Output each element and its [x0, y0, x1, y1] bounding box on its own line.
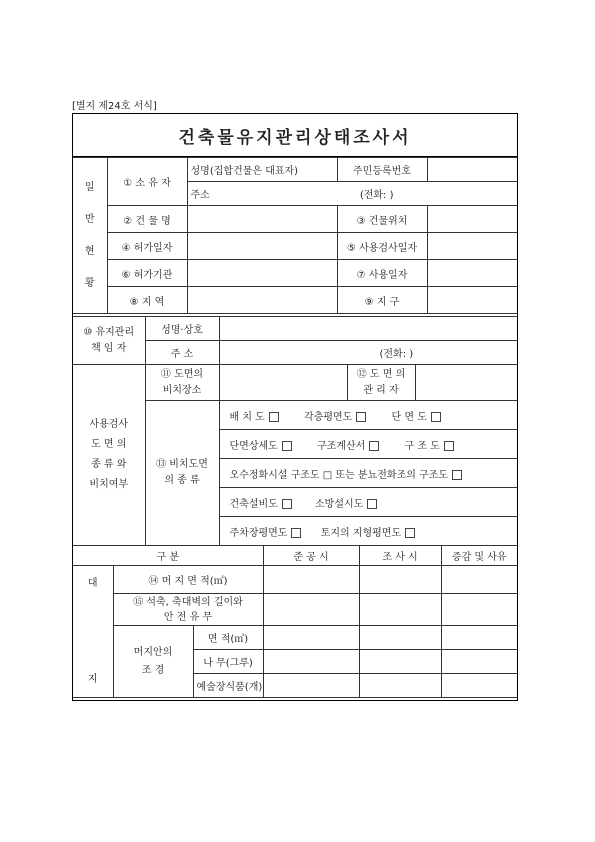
manager-table: [73, 316, 517, 365]
landscape-area-reason[interactable]: [441, 626, 517, 650]
drawing-row-4: [219, 488, 517, 517]
use-date-field[interactable]: [427, 260, 517, 287]
sewage-structure-item[interactable]: 오수정화시설 구조도 □ 또는 분뇨전화조의 구조도: [230, 470, 463, 481]
drawing-keeper-label: ⑫ 도 면 의 관 리 자: [347, 365, 415, 401]
checkbox[interactable]: [291, 528, 301, 538]
district-label: ⑨ 지 구: [337, 287, 427, 314]
floor-plans-item[interactable]: 각층평면도: [304, 412, 366, 423]
retaining-wall-completion[interactable]: [263, 594, 359, 626]
checkbox[interactable]: [356, 412, 366, 422]
manager-name-label: 성명·상호: [145, 317, 219, 341]
permit-agency-field[interactable]: [187, 260, 337, 287]
survey-form: [72, 113, 518, 701]
owner-address-field[interactable]: [187, 182, 517, 206]
use-date-label: ⑦ 사용일자: [337, 260, 427, 287]
col-survey: 조 사 시: [359, 546, 441, 566]
checkbox[interactable]: [444, 441, 454, 451]
building-location-field[interactable]: [427, 206, 517, 233]
owner-name-label: 성명(집합건물은 대표자): [187, 158, 337, 182]
drawings-table: [73, 364, 517, 546]
checkbox[interactable]: [452, 470, 462, 480]
retaining-wall-survey[interactable]: [359, 594, 441, 626]
site-section-label: 대 지: [73, 566, 113, 698]
parking-plan-item[interactable]: 주차장평면도: [230, 528, 302, 539]
section-detail-item[interactable]: 단면상세도: [230, 441, 292, 452]
col-division: 구 분: [73, 546, 263, 566]
checkbox[interactable]: [282, 499, 292, 509]
building-name-label: ② 건 물 명: [107, 206, 187, 233]
landscape-area-completion[interactable]: [263, 626, 359, 650]
trees-completion[interactable]: [263, 650, 359, 674]
permit-date-label: ④ 허가일자: [107, 233, 187, 260]
drawing-row-5: [219, 517, 517, 546]
site-plan-item[interactable]: 배 치 도: [230, 412, 279, 423]
building-name-field[interactable]: [187, 206, 337, 233]
approval-date-field[interactable]: [427, 233, 517, 260]
permit-agency-label: ⑥ 허가기관: [107, 260, 187, 287]
checkbox[interactable]: [369, 441, 379, 451]
general-section-label: 일 반 현 황: [73, 158, 107, 314]
checkbox[interactable]: [431, 412, 441, 422]
zone-field[interactable]: [187, 287, 337, 314]
site-area-label: ⑭ 머 지 면 적(㎡): [113, 566, 263, 594]
form-reference: [별지 제24호 서식]: [72, 101, 157, 112]
retaining-wall-label: ⑮ 석축, 축대벽의 길이와 안 전 유 무: [113, 594, 263, 626]
owner-phone-label: (전화: ): [359, 190, 394, 201]
drawing-types-label: ⑬ 비치도면 의 종 류: [145, 401, 219, 546]
site-area-completion[interactable]: [263, 566, 359, 594]
permit-date-field[interactable]: [187, 233, 337, 260]
trees-survey[interactable]: [359, 650, 441, 674]
drawing-place-field[interactable]: [219, 365, 347, 401]
col-reason: 증감 및 사유: [441, 546, 517, 566]
section-drawing-item[interactable]: 단 면 도: [392, 412, 441, 423]
landscape-area-survey[interactable]: [359, 626, 441, 650]
general-status-table: [73, 157, 517, 314]
manager-label: ⑩ 유지관리 책 임 자: [73, 317, 145, 365]
art-label: 예술장식품(개): [193, 674, 263, 698]
checkbox[interactable]: [282, 441, 292, 451]
retaining-wall-reason[interactable]: [441, 594, 517, 626]
district-field[interactable]: [427, 287, 517, 314]
checkbox[interactable]: [405, 528, 415, 538]
site-area-survey[interactable]: [359, 566, 441, 594]
trees-reason[interactable]: [441, 650, 517, 674]
approval-date-label: ⑤ 사용검사일자: [337, 233, 427, 260]
drawing-place-label: ⑪ 도면의 비치장소: [145, 365, 219, 401]
col-completion: 준 공 시: [263, 546, 359, 566]
building-location-label: ③ 건물위치: [337, 206, 427, 233]
rrn-label: 주민등록번호: [337, 158, 427, 182]
form-title: 건축물유지관리상태조사서: [73, 114, 517, 157]
site-table: [73, 545, 517, 698]
drawing-row-1: [219, 401, 517, 430]
drawing-row-2: [219, 430, 517, 459]
landscape-area-label: 면 적(㎡): [193, 626, 263, 650]
drawings-section-label: 사용검사 도 면 의 종 류 와 비치여부: [73, 365, 145, 546]
art-reason[interactable]: [441, 674, 517, 698]
structural-drawing-item[interactable]: 구 조 도: [405, 441, 454, 452]
rrn-field[interactable]: [427, 158, 517, 182]
topography-plan-item[interactable]: 토지의 지형평면도: [321, 528, 415, 539]
drawing-row-3: [219, 459, 517, 488]
fire-equipment-item[interactable]: 소방설시도: [315, 499, 377, 510]
zone-label: ⑧ 지 역: [107, 287, 187, 314]
drawing-keeper-field[interactable]: [415, 365, 517, 401]
structural-calc-item[interactable]: 구조계산서: [317, 441, 379, 452]
site-area-reason[interactable]: [441, 566, 517, 594]
art-completion[interactable]: [263, 674, 359, 698]
landscape-label: 머지안의 조 경: [113, 626, 193, 698]
manager-phone-label: (전화: ): [379, 349, 414, 360]
owner-address-label: 주소: [190, 190, 210, 201]
owner-label: ① 소 유 자: [107, 158, 187, 206]
manager-address-label: 주 소: [145, 341, 219, 365]
manager-phone-field[interactable]: [219, 341, 517, 365]
manager-name-field[interactable]: [219, 317, 517, 341]
art-survey[interactable]: [359, 674, 441, 698]
trees-label: 나 무(그루): [193, 650, 263, 674]
checkbox[interactable]: [269, 412, 279, 422]
checkbox[interactable]: [367, 499, 377, 509]
building-equipment-item[interactable]: 건축설비도: [230, 499, 292, 510]
